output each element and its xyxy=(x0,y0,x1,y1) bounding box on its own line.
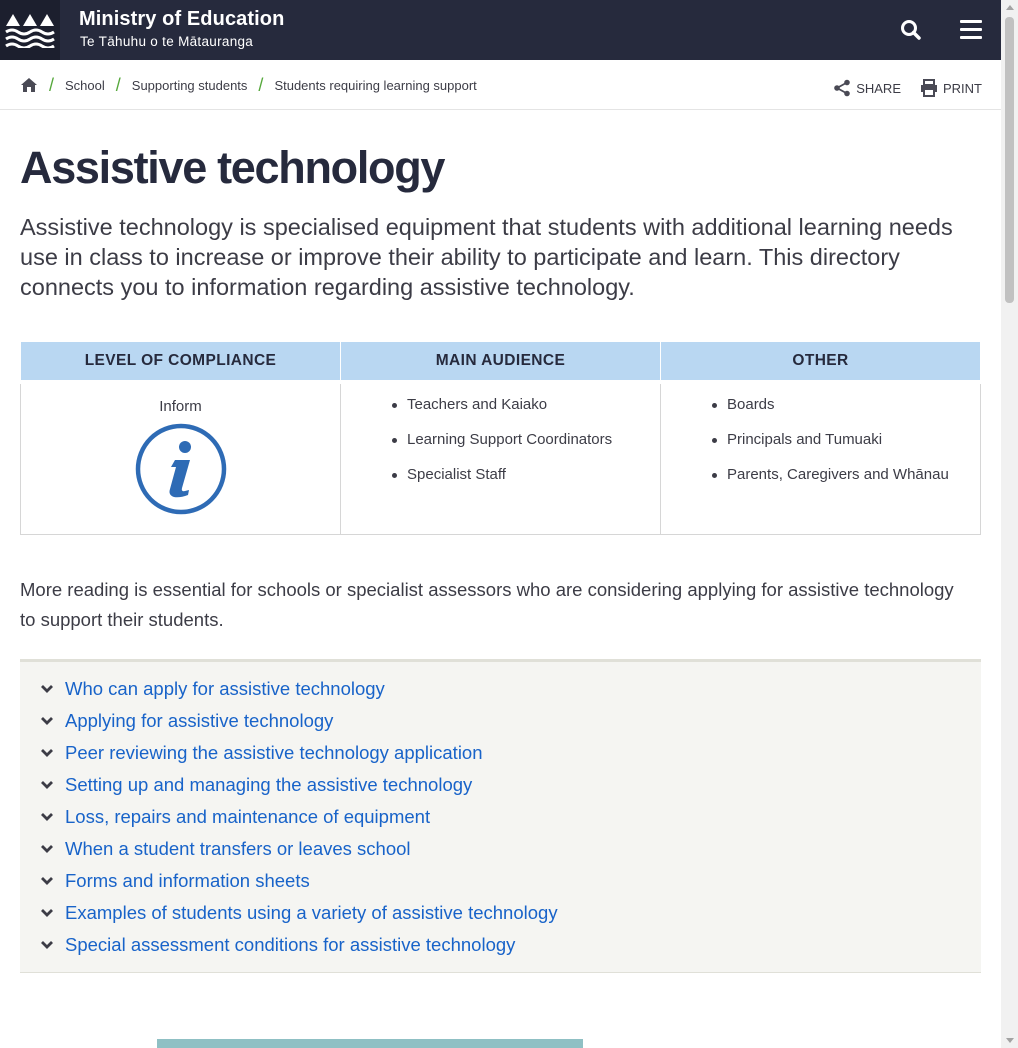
chevron-down-icon xyxy=(40,876,54,886)
search-button[interactable] xyxy=(898,17,924,43)
page-tools xyxy=(833,79,1001,97)
share-button[interactable] xyxy=(833,79,901,97)
column-header-compliance: LEVEL OF COMPLIANCE xyxy=(21,342,341,382)
info-icon xyxy=(134,422,228,516)
video-thumbnail[interactable] xyxy=(157,1039,583,1048)
page-title: Assistive technology xyxy=(20,142,445,193)
list-item: Learning Support Coordinators xyxy=(407,430,660,465)
list-item: Principals and Tumuaki xyxy=(727,430,980,465)
chevron-down-icon xyxy=(40,908,54,918)
site-title[interactable]: Ministry of Education xyxy=(79,8,285,30)
share-label: SHARE xyxy=(856,80,901,96)
print-button[interactable] xyxy=(920,79,982,97)
list-item: Teachers and Kaiako xyxy=(407,395,660,430)
accordion-item[interactable] xyxy=(40,801,430,833)
other-audience-list xyxy=(661,384,980,500)
more-reading-text: More reading is essential for schools or specialist assessors who are considering applying for assistive technology to support their students. xyxy=(20,579,954,630)
accordion-item-label: Who can apply for assistive technology xyxy=(65,678,385,699)
breadcrumb-bar xyxy=(0,60,1001,110)
other-audience-cell xyxy=(661,382,981,534)
breadcrumb-separator: / xyxy=(115,75,121,95)
accordion-item[interactable] xyxy=(40,897,558,929)
chevron-down-icon xyxy=(40,844,54,854)
print-label: PRINT xyxy=(943,80,982,96)
page-scrollbar[interactable] xyxy=(1001,0,1018,1048)
chevron-down-icon xyxy=(40,780,54,790)
breadcrumb-school[interactable]: School xyxy=(65,77,105,93)
list-item: Boards xyxy=(727,395,980,430)
ministry-logo[interactable] xyxy=(0,0,60,60)
scroll-up-icon[interactable] xyxy=(1006,5,1014,10)
breadcrumb-learning-support[interactable]: Students requiring learning support xyxy=(274,77,477,93)
compliance-level: Inform xyxy=(159,398,202,415)
scroll-down-icon[interactable] xyxy=(1006,1038,1014,1043)
menu-icon-bar xyxy=(960,36,982,39)
accordion-item[interactable] xyxy=(40,673,385,705)
accordion-item-label: Special assessment conditions for assistive technology xyxy=(65,934,516,955)
accordion-item-label: Examples of students using a variety of assistive technology xyxy=(65,902,558,923)
breadcrumb-separator: / xyxy=(258,75,264,95)
menu-icon-bar xyxy=(960,20,982,23)
chevron-down-icon xyxy=(40,684,54,694)
breadcrumb xyxy=(20,77,477,93)
list-item: Parents, Caregivers and Whānau xyxy=(727,465,980,500)
accordion-item-label: Applying for assistive technology xyxy=(65,710,334,731)
site-subtitle: Te Tāhuhu o te Mātauranga xyxy=(80,34,254,49)
scroll-thumb[interactable] xyxy=(1005,17,1014,303)
accordion-item[interactable] xyxy=(40,769,472,801)
logo-mountains-icon xyxy=(5,12,55,48)
accordion-item[interactable] xyxy=(40,865,310,897)
info-table xyxy=(20,342,981,535)
list-item: Specialist Staff xyxy=(407,465,660,500)
accordion-item[interactable] xyxy=(40,929,515,961)
accordion-item[interactable] xyxy=(40,833,411,865)
column-header-audience: MAIN AUDIENCE xyxy=(341,342,661,382)
main-audience-cell xyxy=(341,382,661,534)
main-audience-list xyxy=(341,384,660,500)
home-icon[interactable] xyxy=(20,77,38,93)
accordion-item-label: Forms and information sheets xyxy=(65,870,310,891)
breadcrumb-supporting-students[interactable]: Supporting students xyxy=(131,77,248,93)
compliance-cell xyxy=(21,382,341,534)
menu-icon-bar xyxy=(960,28,982,31)
search-icon xyxy=(898,17,924,43)
column-header-other: OTHER xyxy=(661,342,981,382)
accordion xyxy=(20,659,981,973)
accordion-item-label: When a student transfers or leaves school xyxy=(65,838,411,859)
accordion-item-label: Setting up and managing the assistive technology xyxy=(65,774,473,795)
chevron-down-icon xyxy=(40,748,54,758)
accordion-item-label: Peer reviewing the assistive technology application xyxy=(65,742,483,763)
print-icon xyxy=(920,79,938,97)
accordion-item-label: Loss, repairs and maintenance of equipment xyxy=(65,806,431,827)
menu-button[interactable] xyxy=(956,16,986,44)
site-header xyxy=(0,0,1001,60)
chevron-down-icon xyxy=(40,940,54,950)
chevron-down-icon xyxy=(40,812,54,822)
accordion-item[interactable] xyxy=(40,737,483,769)
accordion-item[interactable] xyxy=(40,705,333,737)
chevron-down-icon xyxy=(40,716,54,726)
share-icon xyxy=(833,79,851,97)
lead-paragraph: Assistive technology is specialised equipment that students with additional learning needs use in class to increase or improve their ability to participate and learn. This directory connects you to information regarding assistive technology. xyxy=(20,214,953,300)
breadcrumb-separator: / xyxy=(49,75,55,95)
